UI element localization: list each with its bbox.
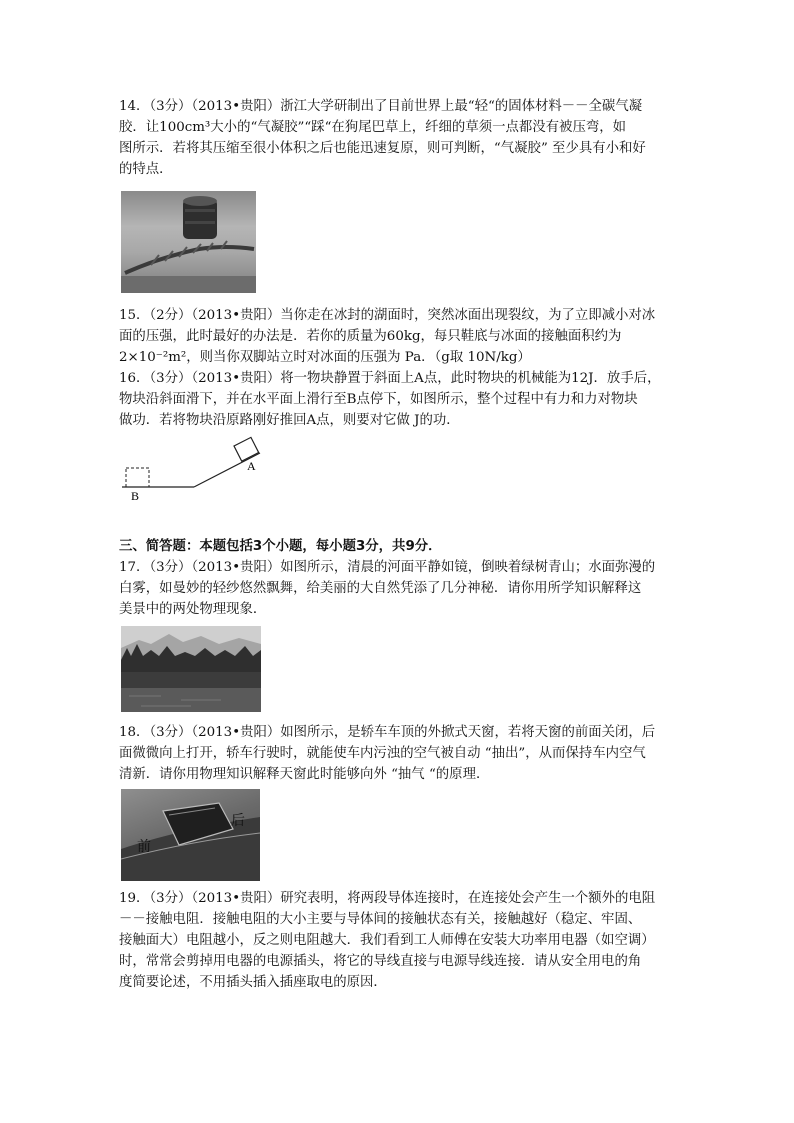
aerogel-photo-svg (121, 191, 256, 293)
question-15 (119, 305, 679, 368)
q16-line-3: 做功．若将物块沿原路刚好推回A点，则要对它做 J的功． (119, 413, 460, 428)
q15-line-2: 面的压强，此时最好的办法是．若你的质量为60kg，每只鞋底与冰面的接触面积约为 (119, 329, 622, 344)
q16-line-1: 16．（3分）（2013•贵阳）将一物块静置于斜面上A点，此时物块的机械能为12J．放手后， (119, 371, 661, 386)
incline-diagram-svg (118, 435, 268, 505)
question-18 (119, 722, 679, 785)
aerogel-photo (121, 191, 256, 293)
q14-line-3: 图所示．若将其压缩至很小体积之后也能迅速复原，则可判断，“气凝胶” 至少具有小和好 (119, 141, 646, 156)
question-16 (119, 368, 679, 431)
q14-line-1: 14．（3分）（2013•贵阳）浙江大学研制出了目前世界上最“轻“的固体材料－－全碳气凝 (119, 99, 643, 114)
lake-photo-svg (121, 626, 261, 712)
label-a: A (247, 459, 256, 473)
block-position-a (234, 437, 259, 461)
q19-line-2: －－接触电阻．接触电阻的大小主要与导体间的接触状态有关，接触越好（稳定、牢固、 (119, 912, 642, 927)
q15-line-3: 2×10⁻²m²，则当你双脚站立时对冰面的压强为 Pa．（g取 10N/kg） (119, 350, 531, 365)
q15-line-1: 15．（2分）（2013•贵阳）当你走在冰封的湖面时，突然冰面出现裂纹，为了立即减小对冰 (119, 308, 656, 323)
q19-line-5: 度简要论述，不用插头插入插座取电的原因． (119, 975, 387, 990)
question-19 (119, 888, 679, 993)
sunroof-photo-svg (121, 789, 260, 881)
q19-line-4: 时，常常会剪掉用电器的电源插头，将它的导线直接与电源导线连接．请从安全用电的角 (119, 954, 642, 969)
label-front: 前 (137, 839, 151, 855)
section-heading (119, 536, 679, 557)
label-back: 后 (231, 813, 245, 829)
q17-line-1: 17．（3分）（2013•贵阳）如图所示，清晨的河面平静如镜，倒映着绿树青山；水面弥漫的 (119, 560, 656, 575)
question-17 (119, 557, 679, 620)
q17-line-2: 白雾，如曼妙的轻纱悠然飘舞，给美丽的大自然凭添了几分神秘．请你用所学知识解释这 (119, 581, 642, 596)
q14-line-4: 的特点． (119, 162, 173, 177)
q16-line-2: 物块沿斜面滑下，并在水平面上滑行至B点停下，如图所示，整个过程中有力和力对物块 (119, 392, 638, 407)
incline-diagram (118, 435, 268, 505)
q18-line-1: 18．（3分）（2013•贵阳）如图所示，是轿车车顶的外掀式天窗，若将天窗的前面关闭，后 (119, 725, 656, 740)
q19-line-3: 接触面大）电阻越小，反之则电阻越大．我们看到工人师傅在安装大功率用电器（如空调） (119, 933, 655, 948)
section-heading-text: 三、简答题：本题包括3个小题，每小题3分，共9分． (119, 539, 442, 554)
lake-photo (121, 626, 261, 712)
q18-line-3: 清新．请你用物理知识解释天窗此时能够向外 “抽气 “的原理． (119, 767, 490, 782)
label-b: B (131, 489, 140, 503)
sunroof-photo (121, 789, 260, 881)
q18-line-2: 面微微向上打开，轿车行驶时，就能使车内污浊的空气被自动 “抽出”，从而保持车内空气 (119, 746, 646, 761)
q17-line-3: 美景中的两处物理现象． (119, 602, 267, 617)
question-14 (119, 96, 679, 180)
block-position-b (126, 468, 149, 487)
q14-line-2: 胶．让100cm³大小的“气凝胶”“踩“在狗尾巴草上，纤细的草须一点都没有被压弯，如 (119, 120, 627, 135)
q19-line-1: 19．（3分）（2013•贵阳）研究表明，将两段导体连接时，在连接处会产生一个额外的电阻 (119, 891, 656, 906)
